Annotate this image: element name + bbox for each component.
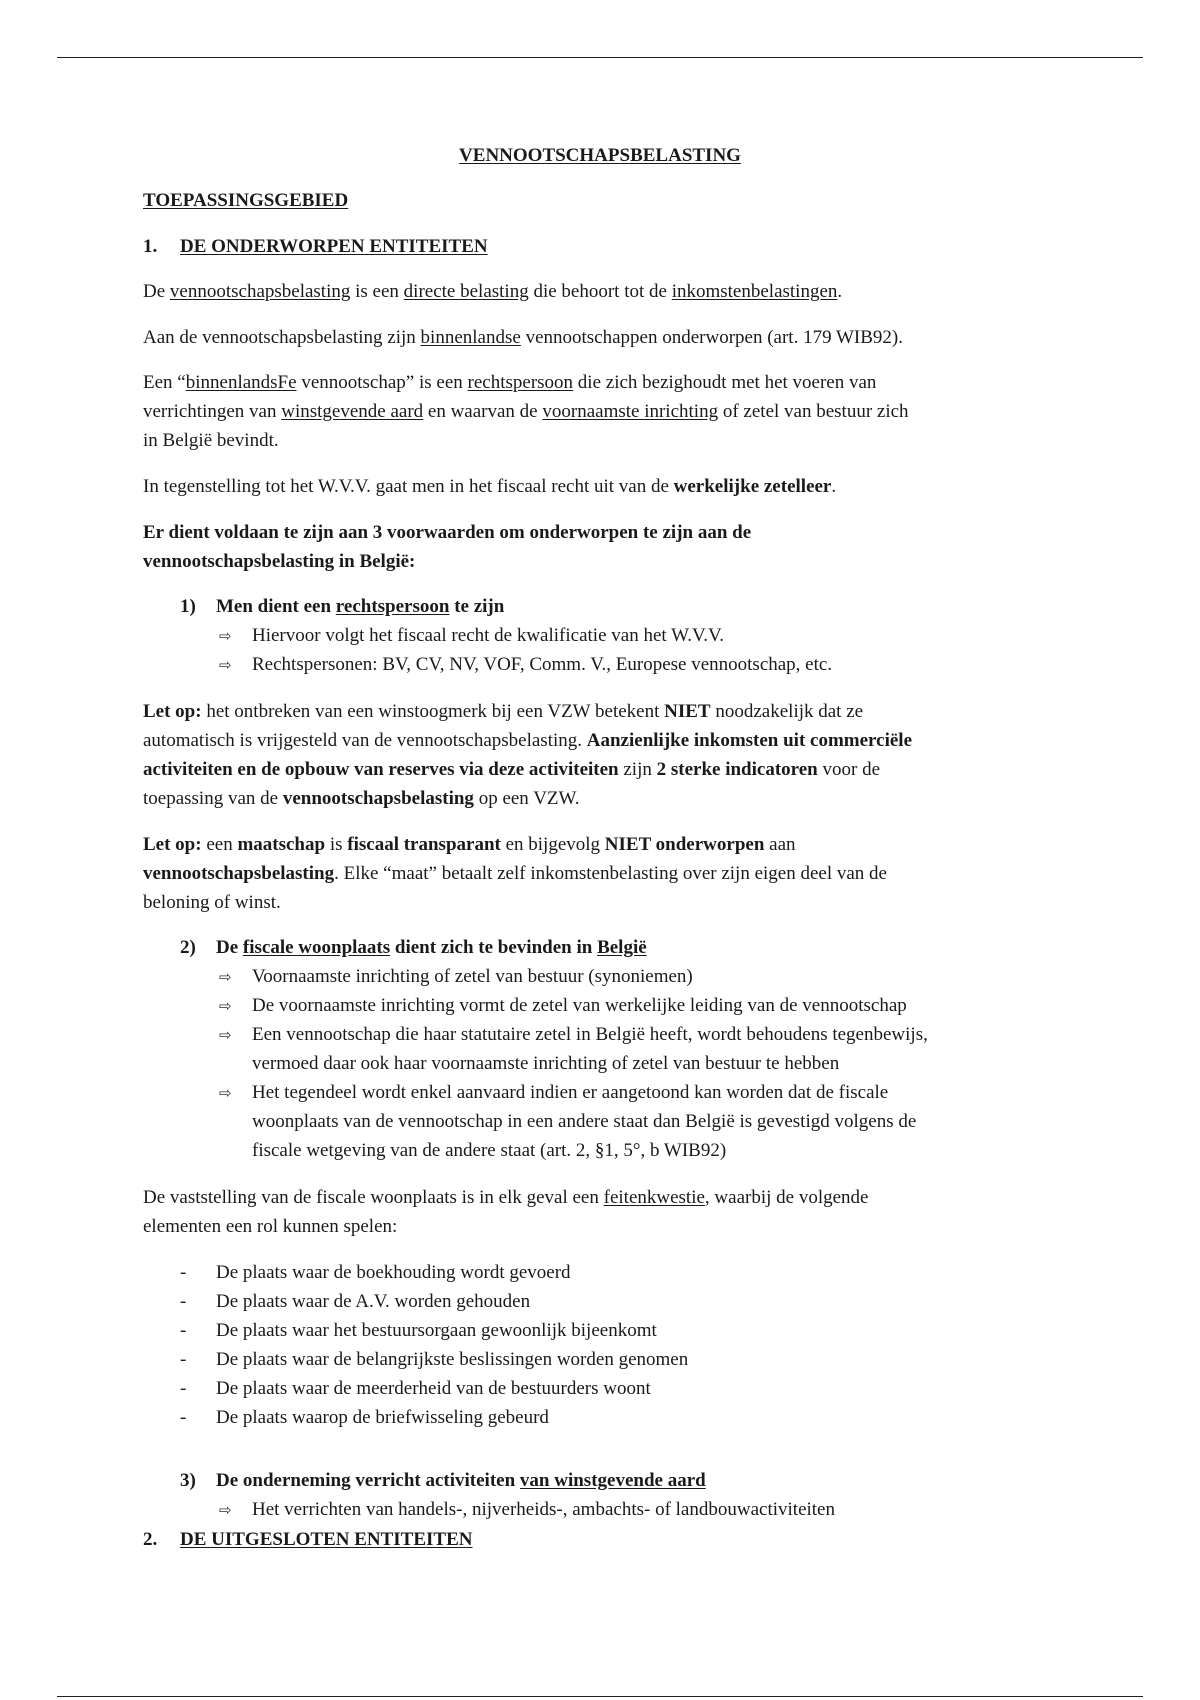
dash-bullet: -: [180, 1262, 187, 1283]
condition-2-bullet: Een vennootschap die haar statutaire zetel in België heeft, wordt behoudens tegenbewijs,: [252, 1024, 928, 1045]
paragraph-3-line-1: Een “binnenlandsFe vennootschap” is een rechtspersoon die zich bezighoudt met het voeren van: [143, 372, 877, 393]
arrow-right-outline-icon: ⇨: [219, 1026, 232, 1044]
heading-1: DE ONDERWORPEN ENTITEITEN: [180, 236, 488, 257]
paragraph-6-line-2: elementen een rol kunnen spelen:: [143, 1216, 398, 1237]
paragraph-3-line-2: verrichtingen van winstgevende aard en waarvan de voornaamste inrichting of zetel van bestuur zich: [143, 401, 909, 422]
arrow-right-outline-icon: ⇨: [219, 968, 232, 986]
heading-2-number: 2.: [143, 1529, 158, 1550]
paragraph-5-line-1: Er dient voldaan te zijn aan 3 voorwaarden om onderworpen te zijn aan de: [143, 522, 752, 543]
condition-1-number: 1): [180, 596, 196, 617]
condition-1-heading: Men dient een rechtspersoon te zijn: [216, 596, 505, 617]
condition-2-bullet-continued: vermoed daar ook haar voornaamste inrichting of zetel van bestuur te hebben: [252, 1053, 840, 1074]
paragraph-6-line-1: De vaststelling van de fiscale woonplaats is in elk geval een feitenkwestie, waarbij de volgende: [143, 1187, 869, 1208]
note-1-line-4: toepassing van de vennootschapsbelasting op een VZW.: [143, 788, 580, 809]
list-item: De plaats waar de boekhouding wordt gevoerd: [216, 1262, 571, 1283]
condition-3-number: 3): [180, 1470, 196, 1491]
dash-bullet: -: [180, 1291, 187, 1312]
arrow-right-outline-icon: ⇨: [219, 997, 232, 1015]
dash-bullet: -: [180, 1349, 187, 1370]
arrow-right-outline-icon: ⇨: [219, 656, 232, 674]
condition-2-bullet-continued: woonplaats van de vennootschap in een andere staat dan België is gevestigd volgens de: [252, 1111, 917, 1132]
list-item: De plaats waarop de briefwisseling gebeurd: [216, 1407, 549, 1428]
heading-1-number: 1.: [143, 236, 158, 257]
dash-bullet: -: [180, 1407, 187, 1428]
arrow-right-outline-icon: ⇨: [219, 1084, 232, 1102]
condition-2-heading: De fiscale woonplaats dient zich te bevinden in België: [216, 937, 647, 958]
paragraph-4: In tegenstelling tot het W.V.V. gaat men in het fiscaal recht uit van de werkelijke zetelleer.: [143, 476, 837, 497]
condition-1-bullet: Rechtspersonen: BV, CV, NV, VOF, Comm. V., Europese vennootschap, etc.: [252, 654, 833, 675]
heading-2: DE UITGESLOTEN ENTITEITEN: [180, 1529, 473, 1550]
note-1-line-2: automatisch is vrijgesteld van de vennootschapsbelasting. Aanzienlijke inkomsten uit commerciële: [143, 730, 913, 751]
note-2-line-1: Let op: een maatschap is fiscaal transparant en bijgevolg NIET onderworpen aan: [143, 834, 796, 855]
paragraph-3-line-3: in België bevindt.: [143, 430, 279, 451]
list-item: De plaats waar de A.V. worden gehouden: [216, 1291, 531, 1312]
section-heading: TOEPASSINGSGEBIED: [143, 190, 349, 211]
list-item: De plaats waar het bestuursorgaan gewoonlijk bijeenkomt: [216, 1320, 657, 1341]
condition-2-bullet: De voornaamste inrichting vormt de zetel van werkelijke leiding van de vennootschap: [252, 995, 907, 1016]
condition-3-bullet: Het verrichten van handels-, nijverheids-, ambachts- of landbouwactiviteiten: [252, 1499, 835, 1520]
paragraph-2: Aan de vennootschapsbelasting zijn binnenlandse vennootschappen onderworpen (art. 179 WIB92).: [143, 327, 903, 348]
dash-bullet: -: [180, 1320, 187, 1341]
page-title: VENNOOTSCHAPSBELASTING: [459, 145, 741, 166]
note-2-line-2: vennootschapsbelasting. Elke “maat” betaalt zelf inkomstenbelasting over zijn eigen deel van de: [143, 863, 887, 884]
condition-2-bullet: Het tegendeel wordt enkel aanvaard indien er aangetoond kan worden dat de fiscale: [252, 1082, 889, 1103]
condition-2-number: 2): [180, 937, 196, 958]
note-1-line-3: activiteiten en de opbouw van reserves via deze activiteiten zijn 2 sterke indicatoren voor de: [143, 759, 881, 780]
condition-2-bullet: Voornaamste inrichting of zetel van bestuur (synoniemen): [252, 966, 693, 987]
note-1-line-1: Let op: het ontbreken van een winstoogmerk bij een VZW betekent NIET noodzakelijk dat ze: [143, 701, 864, 722]
list-item: De plaats waar de belangrijkste beslissingen worden genomen: [216, 1349, 689, 1370]
list-item: De plaats waar de meerderheid van de bestuurders woont: [216, 1378, 651, 1399]
condition-3-heading: De onderneming verricht activiteiten van winstgevende aard: [216, 1470, 706, 1491]
dash-bullet: -: [180, 1378, 187, 1399]
paragraph-1: De vennootschapsbelasting is een directe belasting die behoort tot de inkomstenbelastingen.: [143, 281, 843, 302]
condition-2-bullet-continued: fiscale wetgeving van de andere staat (art. 2, §1, 5°, b WIB92): [252, 1140, 727, 1161]
arrow-right-outline-icon: ⇨: [219, 627, 232, 645]
condition-1-bullet: Hiervoor volgt het fiscaal recht de kwalificatie van het W.V.V.: [252, 625, 725, 646]
paragraph-5-line-2: vennootschapsbelasting in België:: [143, 551, 416, 572]
note-2-line-3: beloning of winst.: [143, 892, 281, 913]
arrow-right-outline-icon: ⇨: [219, 1501, 232, 1519]
